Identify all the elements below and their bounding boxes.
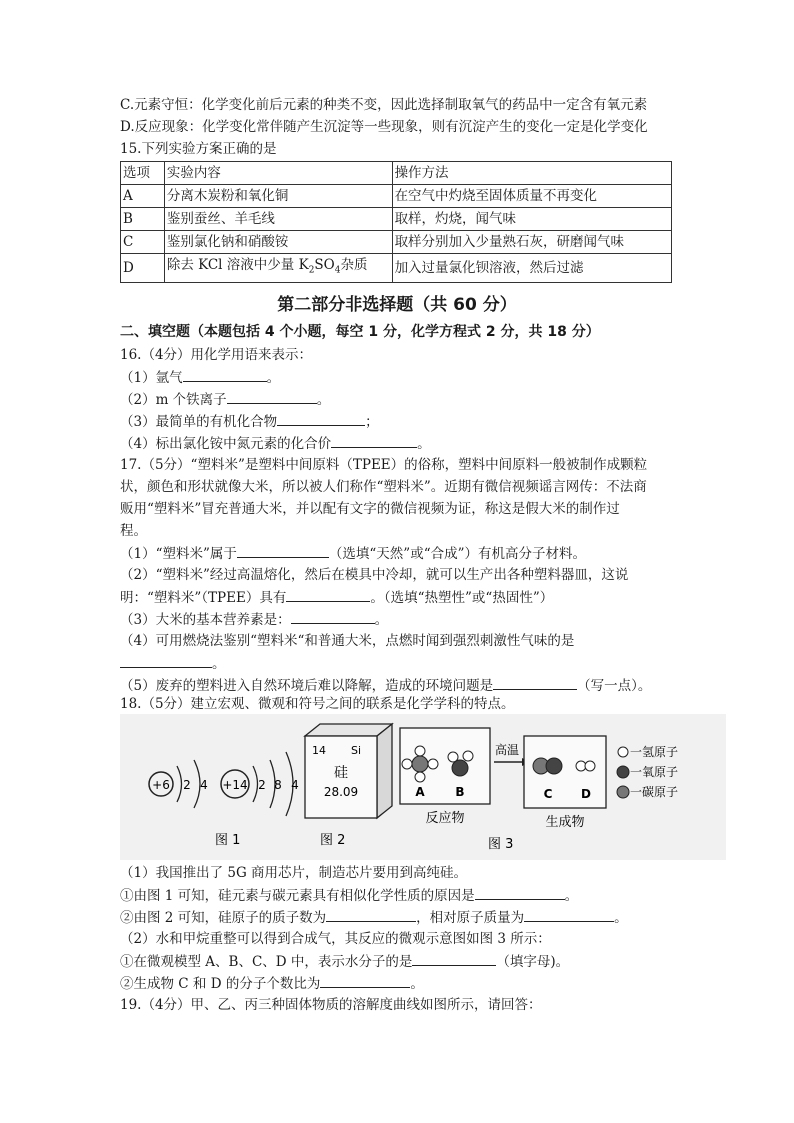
row-content: 鉴别氯化钠和硝酸铵 bbox=[164, 231, 392, 254]
row-option: C bbox=[121, 231, 165, 254]
row-method: 取样分别加入少量熟石灰，研磨闻气味 bbox=[392, 231, 671, 254]
subscript: 4 bbox=[334, 265, 341, 276]
answer-blank[interactable] bbox=[237, 543, 329, 558]
molecule-b-hydrogen bbox=[463, 751, 473, 761]
label-d: D bbox=[581, 787, 591, 801]
sub-text: （5）废弃的塑料进入自然环境后难以降解，造成的环境问题是 bbox=[120, 678, 494, 694]
part2-title: 第二部分非选择题（共 60 分） bbox=[277, 295, 517, 315]
legend-oxygen: 一氧原子 bbox=[630, 765, 679, 779]
sub-text: ，相对原子质量为 bbox=[416, 910, 525, 926]
sub-text: ①在微观模型 A、B、C、D 中，表示水分子的是 bbox=[120, 954, 413, 970]
content-text: 除去 KCl 溶液中少量 K bbox=[166, 257, 309, 273]
table-row bbox=[121, 231, 672, 254]
sub-text: （写一点）。 bbox=[577, 678, 652, 694]
row-option: D bbox=[121, 254, 165, 283]
legend-carbon: 一碳原子 bbox=[630, 785, 679, 799]
q17-sub-4: （4）可用燃烧法鉴别“塑料米“和普通大米，点燃时闻到强烈刺激性气味的是 bbox=[120, 633, 575, 649]
cell-cube-side bbox=[377, 724, 392, 818]
molecule-b-hydrogen bbox=[448, 752, 458, 762]
q17-sub-3 bbox=[120, 609, 388, 630]
item-label: （1）氩气 bbox=[120, 370, 183, 386]
sub-text: ②由图 2 可知，硅原子的质子数为 bbox=[120, 910, 327, 926]
row-content bbox=[164, 254, 392, 283]
table-header-row bbox=[121, 162, 672, 185]
row-method: 在空气中灼烧至固体质量不再变化 bbox=[392, 185, 671, 208]
q17-paragraph-line: 状，颜色和形状就像大米，所以被人们称作“塑料米”。近期有微信视频谣言网传：不法商 bbox=[120, 479, 647, 495]
row-content: 分离木炭粉和氧化铜 bbox=[164, 185, 392, 208]
molecule-d-hydrogen bbox=[585, 761, 595, 771]
row-method: 取样，灼烧，闻气味 bbox=[392, 208, 671, 231]
molecule-b-oxygen bbox=[452, 760, 468, 776]
q18-sub-2: （2）水和甲烷重整可以得到合成气，其反应的微观示意图如图 3 所示： bbox=[120, 931, 551, 947]
row-method: 加入过量氯化钡溶液，然后过滤 bbox=[392, 254, 671, 283]
molecule-a-hydrogen bbox=[415, 772, 425, 782]
carbon-electrons-2: 4 bbox=[200, 778, 208, 792]
header-content: 实验内容 bbox=[164, 162, 392, 185]
answer-blank[interactable] bbox=[524, 907, 614, 922]
content-text: SO bbox=[314, 257, 335, 273]
silicon-nucleus-charge: +14 bbox=[222, 778, 248, 792]
answer-blank[interactable] bbox=[326, 907, 416, 922]
molecule-c-oxygen bbox=[546, 758, 562, 774]
table-row bbox=[121, 185, 672, 208]
q17-sub-2: （2）“塑料米”经过高温熔化，然后在模具中冷却，就可以生产出各种塑料器皿，这说 bbox=[120, 567, 629, 583]
q17-sub-4-cont bbox=[120, 653, 226, 674]
q17-sub-2-cont bbox=[120, 587, 553, 608]
item-end: 。 bbox=[417, 436, 431, 452]
q18-sub-1: （1）我国推出了 5G 商用芯片，制造芯片要用到高纯硅。 bbox=[120, 865, 468, 881]
sub-text: ①由图 1 可知，硅元素与碳元素具有相似化学性质的原因是 bbox=[120, 888, 475, 904]
legend-carbon-swatch bbox=[617, 786, 629, 798]
answer-blank[interactable] bbox=[277, 411, 365, 426]
sub-text: （1）“塑料米”属于 bbox=[120, 546, 237, 562]
q16-item-3 bbox=[120, 411, 379, 432]
item-end: ； bbox=[365, 414, 379, 430]
reactants-label: 反应物 bbox=[425, 811, 465, 826]
answer-blank[interactable] bbox=[227, 389, 317, 404]
answer-blank[interactable] bbox=[286, 587, 370, 602]
item-label: （3）最简单的有机化合物 bbox=[120, 414, 278, 430]
label-b: B bbox=[455, 785, 465, 799]
q17-paragraph-line: 程。 bbox=[120, 523, 147, 539]
legend-oxygen-swatch bbox=[617, 766, 629, 778]
q14-option-c: C.元素守恒：化学变化前后元素的种类不变，因此选择制取氧气的药品中一定含有氧元素 bbox=[120, 97, 648, 113]
item-label: （2）m 个铁离子 bbox=[120, 392, 227, 408]
q18-figures bbox=[120, 714, 726, 860]
label-c: C bbox=[543, 787, 553, 801]
sub-text: 。 bbox=[212, 656, 226, 672]
q16-item-4 bbox=[120, 433, 431, 454]
cell-atomic-number: 14 bbox=[312, 744, 326, 757]
molecule-a-hydrogen bbox=[428, 759, 438, 769]
legend-hydrogen: 一氢原子 bbox=[630, 745, 679, 759]
silicon-electrons-1: 2 bbox=[258, 778, 266, 792]
answer-blank[interactable] bbox=[412, 951, 496, 966]
silicon-electrons-3: 4 bbox=[291, 778, 299, 792]
table-row bbox=[121, 208, 672, 231]
q17-sub-5 bbox=[120, 675, 651, 696]
sub-text: （选填“天然”或“合成”）有机高分子材料。 bbox=[328, 546, 587, 562]
products-label: 生成物 bbox=[545, 815, 585, 830]
subscript: 2 bbox=[308, 265, 315, 276]
reaction-condition: 高温 bbox=[495, 743, 520, 757]
label-a: A bbox=[415, 785, 425, 799]
sub-text: （填字母)。 bbox=[496, 954, 570, 970]
sub-text: 。 bbox=[410, 976, 424, 992]
carbon-shell-1 bbox=[177, 766, 182, 802]
silicon-shell-1 bbox=[253, 766, 258, 802]
content-text: 杂质 bbox=[340, 257, 368, 273]
item-label: （4）标出氯化铵中氮元素的化合价 bbox=[120, 436, 332, 452]
molecule-a-hydrogen bbox=[402, 759, 412, 769]
row-option: B bbox=[121, 208, 165, 231]
row-content: 鉴别蚕丝、羊毛线 bbox=[164, 208, 392, 231]
carbon-electrons-1: 2 bbox=[183, 778, 191, 792]
legend-hydrogen-swatch bbox=[618, 747, 628, 757]
q17-paragraph-line: 17.（5分）“塑料米”是塑料中间原料（TPEE）的俗称，塑料中间原料一般被制作成颗粒 bbox=[120, 457, 648, 473]
q18-sub-2-1 bbox=[120, 951, 569, 972]
answer-blank[interactable] bbox=[331, 433, 417, 448]
figure-2-caption: 图 2 bbox=[320, 833, 346, 848]
carbon-shell-2 bbox=[194, 760, 200, 808]
answer-blank[interactable] bbox=[320, 973, 410, 988]
table-row bbox=[121, 254, 672, 283]
sub-text: 明：“塑料米”（TPEE）具有 bbox=[120, 590, 287, 606]
sub-text: 。（选填“热塑性”或“热固性”） bbox=[370, 590, 554, 606]
item-end: 。 bbox=[316, 392, 331, 408]
item-end: 。 bbox=[266, 370, 281, 386]
q16-item-1 bbox=[120, 367, 280, 388]
figure-3-caption: 图 3 bbox=[488, 837, 514, 852]
q18-stem: 18.（5分）建立宏观、微观和符号之间的联系是化学学科的特点。 bbox=[120, 696, 515, 712]
q17-sub-1 bbox=[120, 543, 586, 564]
q18-sub-1-1 bbox=[120, 885, 578, 906]
sub-text: ②生成物 C 和 D 的分子个数比为 bbox=[120, 976, 321, 992]
answer-blank[interactable] bbox=[291, 609, 375, 624]
answer-blank[interactable] bbox=[475, 885, 565, 900]
q14-option-d: D.反应现象：化学变化常伴随产生沉淀等一些现象，则有沉淀产生的变化一定是化学变化 bbox=[120, 119, 648, 135]
cell-atomic-mass: 28.09 bbox=[323, 785, 359, 799]
answer-blank[interactable] bbox=[120, 653, 212, 668]
answer-blank[interactable] bbox=[183, 367, 267, 382]
header-method: 操作方法 bbox=[392, 162, 671, 185]
sub-text: 。 bbox=[564, 888, 579, 904]
q15-stem: 15.下列实验方案正确的是 bbox=[120, 141, 277, 157]
q17-paragraph-line: 贩用“塑料米”冒充普通大米，并以配有文字的微信视频为证，称这是假大米的制作过 bbox=[120, 501, 620, 517]
section2-heading: 二、填空题（本题包括 4 个小题，每空 1 分，化学方程式 2 分，共 18 分） bbox=[120, 324, 600, 340]
answer-blank[interactable] bbox=[493, 675, 577, 690]
sub-text: （3）大米的基本营养素是： bbox=[120, 612, 291, 628]
header-option: 选项 bbox=[121, 162, 165, 185]
q18-sub-1-2 bbox=[120, 907, 628, 928]
molecule-a-hydrogen bbox=[415, 746, 425, 756]
sub-text: 。 bbox=[374, 612, 389, 628]
molecule-a-carbon bbox=[412, 756, 428, 772]
cell-element-name: 硅 bbox=[334, 765, 348, 781]
cell-element-symbol: Si bbox=[351, 744, 362, 757]
row-option: A bbox=[121, 185, 165, 208]
sub-text: 。 bbox=[614, 910, 628, 926]
carbon-nucleus-charge: +6 bbox=[152, 778, 170, 792]
silicon-electrons-2: 8 bbox=[274, 778, 282, 792]
q16-stem: 16.（4分）用化学用语来表示： bbox=[120, 347, 313, 363]
q18-sub-2-2 bbox=[120, 973, 424, 994]
figure-1-caption: 图 1 bbox=[215, 833, 241, 848]
q19-stem: 19.（4分）甲、乙、丙三种固体物质的溶解度曲线如图所示，请回答： bbox=[120, 997, 542, 1013]
q15-options-table bbox=[120, 161, 672, 283]
q16-item-2 bbox=[120, 389, 330, 410]
